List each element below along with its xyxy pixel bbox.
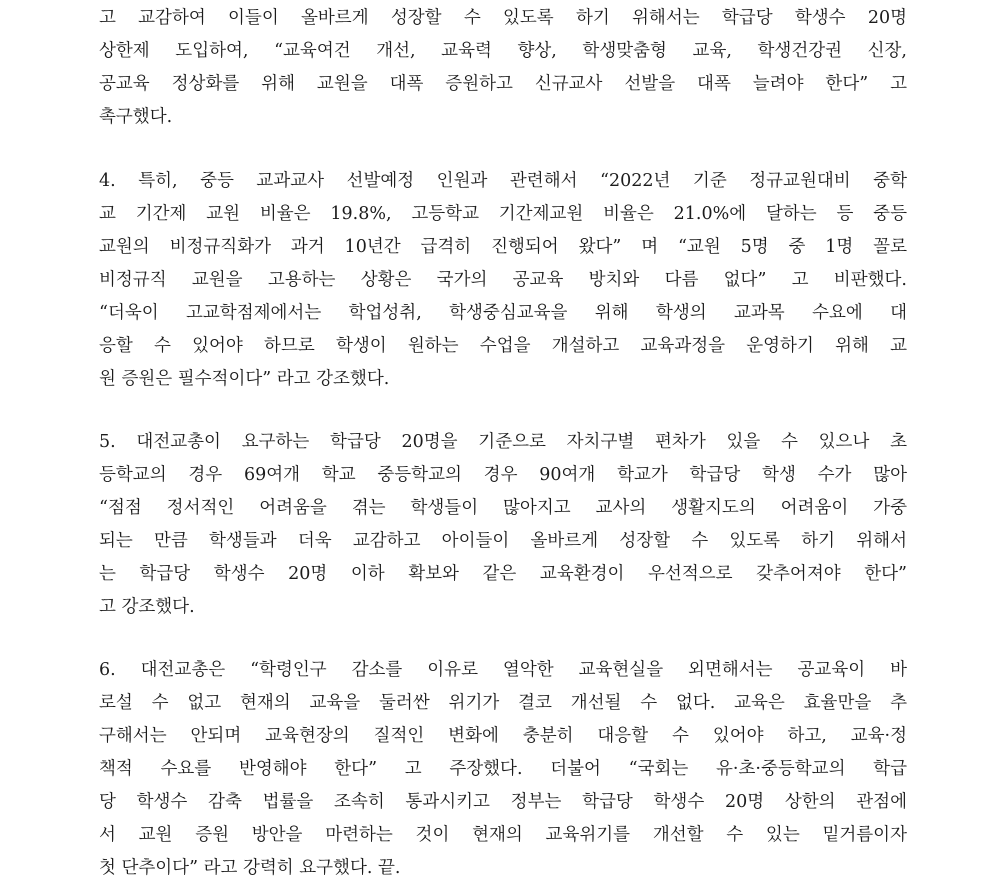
paragraph-5-line-3: “점점 정서적인 어려움을 겪는 학생들이 많아지고 교사의 생활지도의 어려움이 가중: [99, 498, 907, 518]
paragraph-4-line-1: 4. 특히, 중등 교과교사 선발예정 인원과 관련해서 “2022년 기준 정규교원대비 중학: [99, 171, 907, 191]
paragraph-4-line-7: 원 증원은 필수적이다” 라고 강조했다.: [99, 369, 390, 389]
paragraph-6-line-6: 서 교원 증원 방안을 마련하는 것이 현재의 교육위기를 개선할 수 있는 밑거름이자: [99, 825, 907, 845]
paragraph-5-line-5: 는 학급당 학생수 20명 이하 확보와 같은 교육환경이 우선적으로 갖추어져야 한다”: [99, 564, 907, 584]
paragraph-5-line-4: 되는 만큼 학생들과 더욱 교감하고 아이들이 올바르게 성장할 수 있도록 하기 위해서: [99, 531, 907, 551]
intro-line-2: 상한제 도입하여, “교육여건 개선, 교육력 향상, 학생맞춤형 교육, 학생건강권 신장,: [99, 41, 907, 61]
paragraph-6-line-7: 첫 단추이다” 라고 강력히 요구했다. 끝.: [99, 858, 401, 878]
paragraph-6-line-1: 6. 대전교총은 “학령인구 감소를 이유로 열악한 교육현실을 외면해서는 공교육이 바: [99, 660, 907, 680]
paragraph-5-line-2: 등학교의 경우 69여개 학교 중등학교의 경우 90여개 학교가 학급당 학생 수가 많아: [99, 465, 907, 485]
paragraph-4-line-5: “더욱이 고교학점제에서는 학업성취, 학생중심교육을 위해 학생의 교과목 수요에 대: [99, 303, 907, 323]
intro-line-4: 촉구했다.: [99, 107, 173, 127]
paragraph-6-line-3: 구해서는 안되며 교육현장의 질적인 변화에 충분히 대응할 수 있어야 하고, 교육·정: [99, 726, 907, 746]
paragraph-6-line-4: 책적 수요를 반영해야 한다” 고 주장했다. 더불어 “국회는 유·초·중등학교의 학급: [99, 759, 907, 779]
paragraph-4-line-4: 비정규직 교원을 고용하는 상황은 국가의 공교육 방치와 다름 없다” 고 비판했다.: [99, 270, 907, 290]
intro-line-3: 공교육 정상화를 위해 교원을 대폭 증원하고 신규교사 선발을 대폭 늘려야 한다” 고: [99, 74, 907, 94]
paragraph-4-line-2: 교 기간제 교원 비율은 19.8%, 고등학교 기간제교원 비율은 21.0%에 달하는 등 중등: [99, 204, 907, 224]
paragraph-5-line-6: 고 강조했다.: [99, 597, 195, 617]
paragraph-5-line-1: 5. 대전교총이 요구하는 학급당 20명을 기준으로 자치구별 편차가 있을 수 있으나 초: [99, 432, 907, 452]
paragraph-6-line-2: 로설 수 없고 현재의 교육을 둘러싼 위기가 결코 개선될 수 없다. 교육은 효율만을 추: [99, 693, 907, 713]
paragraph-4-line-6: 응할 수 있어야 하므로 학생이 원하는 수업을 개설하고 교육과정을 운영하기 위해 교: [99, 336, 907, 356]
paragraph-4-line-3: 교원의 비정규직화가 과거 10년간 급격히 진행되어 왔다” 며 “교원 5명 중 1명 꼴로: [99, 237, 907, 257]
intro-line-1: 고 교감하여 이들이 올바르게 성장할 수 있도록 하기 위해서는 학급당 학생수 20명: [99, 8, 907, 28]
paragraph-6-line-5: 당 학생수 감축 법률을 조속히 통과시키고 정부는 학급당 학생수 20명 상한의 관점에: [99, 792, 907, 812]
